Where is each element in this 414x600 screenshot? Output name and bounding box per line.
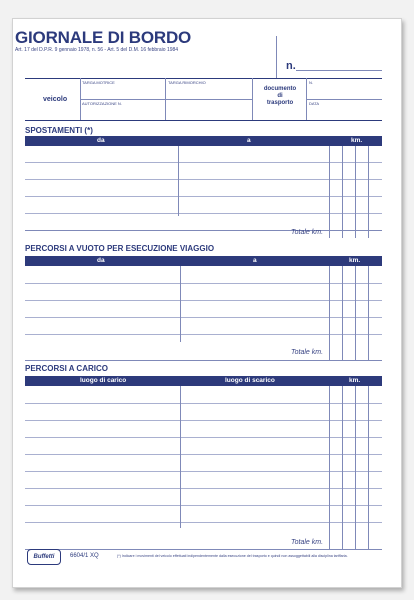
table-column-line (329, 146, 330, 238)
table-column-line (342, 386, 343, 550)
targa-rimorchio-label: TARGA RIMORCHIO (168, 80, 206, 85)
col-km: km. (349, 257, 361, 264)
section-carico-table[interactable] (25, 386, 382, 550)
table-column-line (368, 146, 369, 238)
documento-trasporto-label (256, 86, 304, 107)
carico-totale-label: Totale km. (291, 539, 324, 546)
table-column-line (180, 266, 181, 342)
form-subtitle: Art. 17 del D.P.R. 9 gennaio 1978, n. 56 - Art. 5 del D.M. 16 febbraio 1984 (15, 47, 179, 53)
col-km: km. (349, 377, 361, 384)
table-row-line (25, 360, 382, 361)
table-column-line (368, 266, 369, 360)
number-line[interactable] (296, 70, 382, 71)
section-spostamenti-header (25, 136, 382, 146)
col-luogo-carico: luogo di carico (80, 377, 127, 384)
table-column-line (329, 386, 330, 550)
form-title: GIORNALE DI BORDO (15, 28, 192, 47)
section-vuoto-table[interactable] (25, 266, 382, 360)
targa-motrice-label: TARGA MOTRICE (82, 80, 115, 85)
spostamenti-totale-label: Totale km. (291, 229, 324, 236)
header-divider (276, 36, 277, 78)
table-column-line (368, 386, 369, 550)
section-vuoto-title: PERCORSI A VUOTO PER ESECUZIONE VIAGGIO (25, 244, 215, 253)
section-carico-title: PERCORSI A CARICO (25, 364, 108, 373)
table-column-line (355, 146, 356, 238)
table-column-line (178, 146, 179, 216)
buffetti-logo: Buffetti (27, 549, 61, 565)
table-column-line (329, 266, 330, 360)
footnote: (*) Indicare i movimenti del veicolo effettuati indipendentemente dalla esecuzione del trasporto e quindi non assoggettabili alla disciplina tariffaria. (117, 554, 348, 558)
doc-line-2: di (277, 93, 283, 99)
table-column-line (355, 266, 356, 360)
vehicle-mid-line (80, 99, 252, 100)
col-da: da (97, 257, 105, 264)
table-column-line (180, 386, 181, 528)
table-column-line (355, 386, 356, 550)
header-rule (25, 78, 382, 79)
doc-line-1: documento (263, 86, 297, 92)
table-column-line (342, 266, 343, 360)
vehicle-bottom-rule (25, 120, 382, 121)
section-spostamenti-table[interactable] (25, 146, 382, 238)
section-carico-header (25, 376, 382, 386)
doc-line-3: trasporto (266, 100, 294, 106)
table-column-line (342, 146, 343, 238)
col-km: km. (351, 137, 363, 144)
doc-divider (252, 78, 253, 120)
section-spostamenti-title: SPOSTAMENTI (*) (25, 126, 93, 135)
col-a: a (253, 257, 257, 264)
doc-date-label: DATA (309, 101, 320, 106)
vehicle-label: veicolo (43, 96, 68, 103)
doc-mid-line (306, 99, 382, 100)
col-luogo-scarico: luogo di scarico (225, 377, 275, 384)
section-vuoto-header (25, 256, 382, 266)
number-label: n. (286, 60, 296, 72)
vuoto-totale-label: Totale km. (291, 349, 324, 356)
doc-number-label: N. (309, 80, 313, 85)
form-code: 6604/1 XQ (70, 553, 99, 559)
autorizzazione-label: AUTORIZZAZIONE N. (82, 101, 122, 106)
col-da: da (97, 137, 105, 144)
col-a: a (247, 137, 251, 144)
